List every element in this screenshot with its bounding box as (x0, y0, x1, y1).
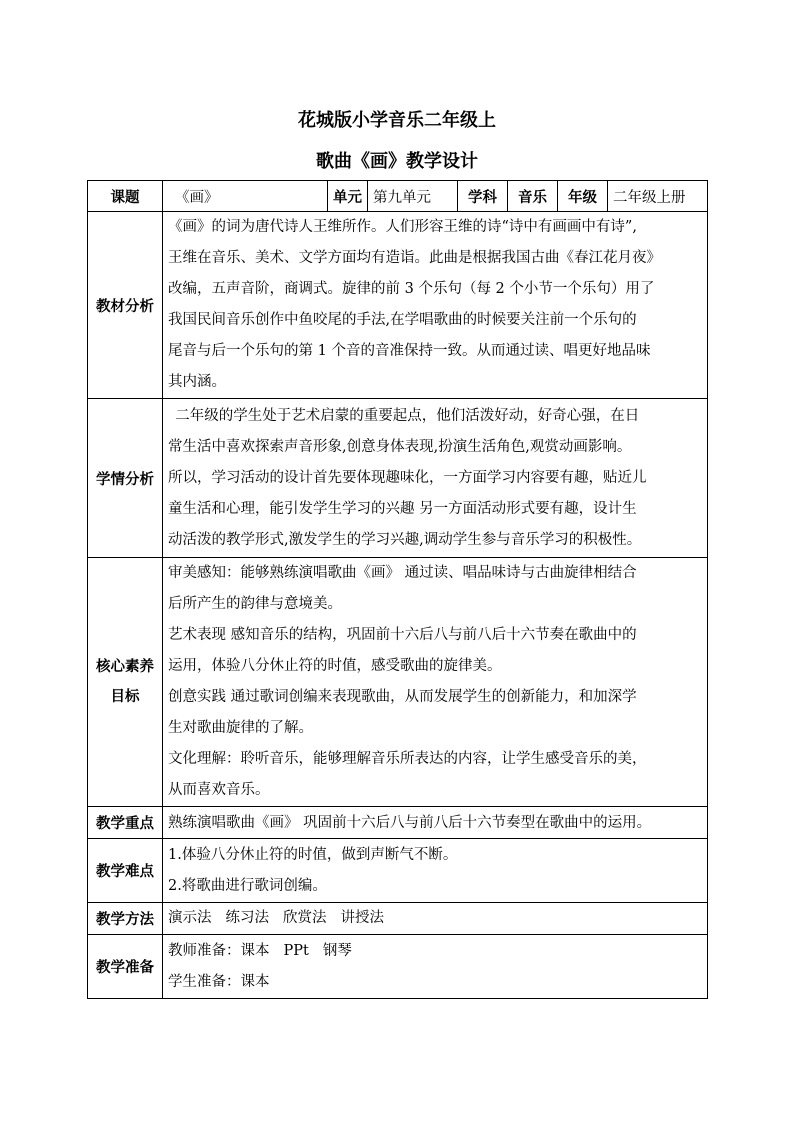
difficulties-row (88, 839, 708, 903)
text-line: 二年级的学生处于艺术启蒙的重要起点，他们活泼好动，好奇心强，在日 (175, 407, 640, 424)
key-points-row (88, 807, 708, 839)
text-line: 文化理解：聆听音乐，能够理解音乐所表达的内容，让学生感受音乐的美， (168, 751, 647, 767)
core-goals-row (88, 558, 708, 807)
method-item: 欣赏法 (283, 910, 327, 926)
methods-label: 教学方法 (88, 903, 163, 935)
text-line: 生对歌曲旋律的了解。 (168, 720, 313, 736)
text-line: 常生活中喜欢探索声音形象,创意身体表现,扮演生活角色,观赏动画影响。 (168, 438, 632, 455)
unit-value: 第九单元 (368, 181, 458, 212)
document-title: 花城版小学音乐二年级上 (298, 110, 496, 131)
difficulties-label: 教学难点 (88, 839, 163, 903)
core-goals-label-line: 目标 (110, 688, 140, 705)
methods-list (168, 903, 702, 934)
text-line: 艺术表现 感知音乐的结构，巩固前十六后八与前八后十六节奏在歌曲中的 (168, 627, 637, 643)
teacher-preparation (168, 936, 702, 967)
methods-row (88, 903, 708, 935)
key-points-content (163, 807, 708, 839)
label-subject: 学科 (458, 181, 508, 212)
preparation-row (88, 935, 708, 999)
teacher-preparation-label: 教师准备： (168, 942, 241, 959)
material-analysis-row (88, 212, 708, 399)
material-analysis-label: 教材分析 (88, 212, 163, 399)
text-line: 从而喜欢音乐。 (168, 782, 270, 798)
label-unit: 单元 (328, 181, 368, 212)
text-line: 审美感知：能够熟练演唱歌曲《画》 通过读、唱品味诗与古曲旋律相结合 (168, 565, 637, 581)
text-line: 动活泼的教学形式,激发学生的学习兴趣,调动学生参与音乐学习的积极性。 (168, 531, 642, 548)
prep-item: 钢琴 (322, 942, 352, 959)
method-item: 讲授法 (340, 910, 384, 926)
text-line: 王维在音乐、美术、文学方面均有造诣。此曲是根据我国古曲《春江花月夜》 (168, 250, 661, 266)
text-line: 2.将歌曲进行歌词创编。 (168, 877, 327, 894)
label-topic: 课题 (88, 181, 163, 212)
subject-value: 音乐 (508, 181, 558, 212)
text-line: 童生活和心理，能引发学生学习的兴趣 另一方面活动形式要有趣，设计生 (168, 500, 637, 517)
difficulties-content (163, 839, 708, 903)
student-analysis-label: 学情分析 (88, 399, 163, 558)
text-line: 尾音与后一个乐句的第 1 个音的音准保持一致。从而通过读、唱更好地品味 (168, 343, 651, 359)
label-grade: 年级 (558, 181, 608, 212)
prep-item: 课本 (240, 942, 270, 959)
header-row (88, 181, 708, 212)
topic-value: 《画》 (163, 181, 328, 212)
text-line: 改编，五声音阶，商调式。旋律的前 3 个乐句（每 2 个小节一个乐句）用了 (168, 281, 655, 297)
student-analysis-content (163, 399, 708, 558)
text-line: 其内涵。 (168, 374, 226, 390)
text-line: 创意实践 通过歌词创编来表现歌曲，从而发展学生的创新能力，和加深学 (168, 689, 637, 705)
text-line: 运用，体验八分休止符的时值，感受歌曲的旋律美。 (168, 658, 502, 674)
student-analysis-row (88, 399, 708, 558)
key-points-label: 教学重点 (88, 807, 163, 839)
text-line: 我国民间音乐创作中鱼咬尾的手法,在学唱歌曲的时候要关注前一个乐句的 (168, 312, 637, 328)
preparation-content (163, 935, 708, 999)
text-line: 1.体验八分休止符的时值，做到声断气不断。 (168, 846, 458, 863)
prep-item: PPt (283, 942, 309, 959)
text-line: 《画》的词为唐代诗人王维所作。人们形容王维的诗“诗中有画画中有诗”, (168, 219, 637, 235)
core-goals-label (88, 558, 163, 807)
method-item: 练习法 (225, 910, 269, 926)
student-preparation: 学生准备：课本 (168, 973, 270, 990)
text-line: 熟练演唱歌曲《画》 巩固前十六后八与前八后十六节奏型在歌曲中的运用。 (168, 814, 652, 831)
grade-value: 二年级上册 (608, 181, 708, 212)
text-line: 后所产生的韵律与意境美。 (168, 596, 342, 612)
material-analysis-content (163, 212, 708, 399)
preparation-label: 教学准备 (88, 935, 163, 999)
core-goals-label-line: 核心素养 (96, 658, 154, 675)
document-subtitle: 歌曲《画》教学设计 (316, 151, 478, 172)
core-goals-content (163, 558, 708, 807)
methods-content (163, 903, 708, 935)
text-line: 所以，学习活动的设计首先要体现趣味化，一方面学习内容要有趣，贴近儿 (168, 469, 647, 486)
lesson-plan-table (87, 180, 708, 999)
method-item: 演示法 (168, 910, 212, 926)
